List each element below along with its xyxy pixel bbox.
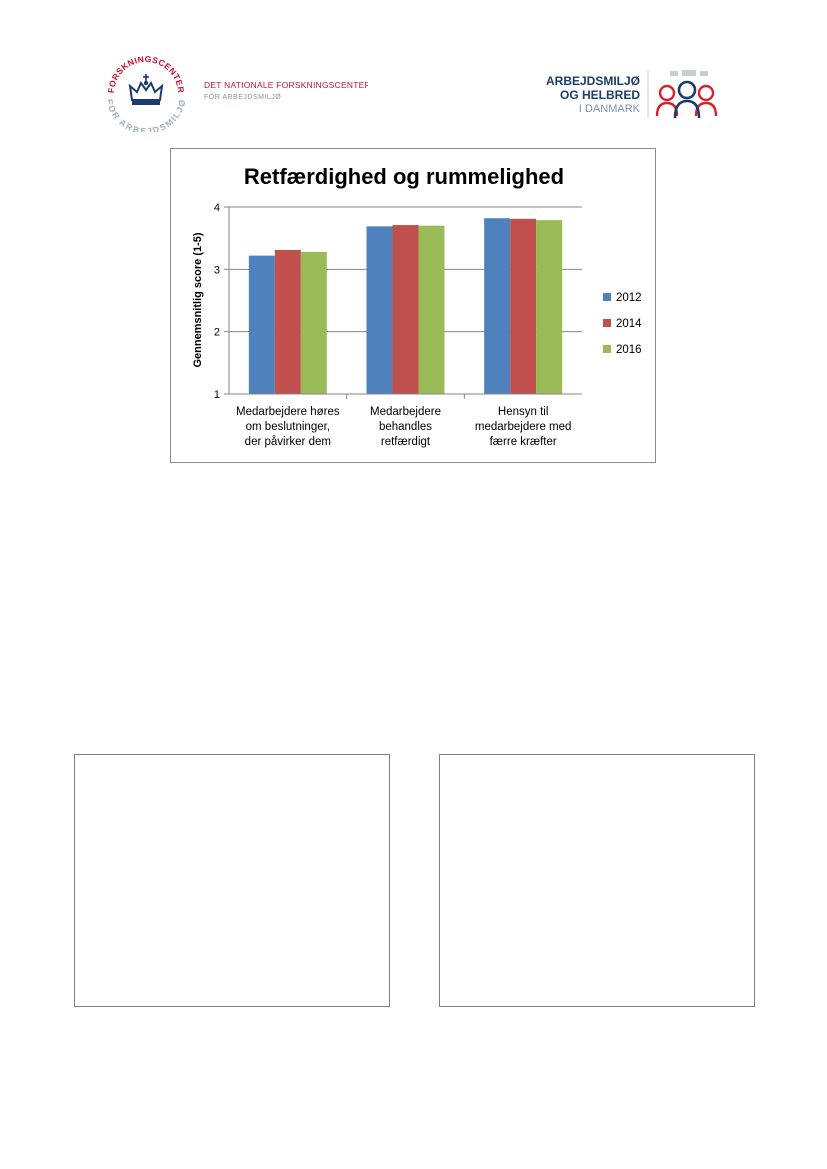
people-icon — [657, 70, 716, 118]
bar-2012-cat3 — [484, 218, 510, 394]
bar-2014-cat2 — [393, 225, 419, 394]
bar-2016-cat1 — [301, 252, 327, 394]
bar-2016-cat3 — [536, 220, 562, 394]
bar-2012-cat2 — [367, 226, 393, 394]
x-tick-label-cat2: Medarbejdere behandles retfærdigt — [370, 406, 441, 448]
y-tick-label-4: 4 — [213, 202, 220, 214]
y-tick-label-2: 2 — [213, 326, 220, 339]
legend-label-2014: 2014 — [616, 318, 642, 330]
ring-text-top: RSKNINGSCENTER — [109, 56, 187, 94]
bar-chart — [171, 149, 657, 464]
empty-text-box-left — [74, 754, 390, 1007]
chart-frame — [170, 148, 656, 463]
bar-2012-cat1 — [249, 256, 275, 394]
logo-right-line2: OG HELBRED — [559, 88, 640, 102]
ring-text-bottom: R ARBEJDSMILJØ — [109, 98, 189, 132]
legend-swatch-2014 — [603, 319, 611, 327]
y-axis-label: Gennemsnitlig score (1-5) — [192, 232, 204, 368]
legend-swatch-2012 — [603, 293, 611, 301]
legend-label-2012: 2012 — [616, 292, 642, 304]
empty-text-box-right — [439, 754, 755, 1007]
x-tick-label-cat3: Hensyn til medarbejdere med færre kræfter — [474, 406, 572, 448]
x-tick-label-cat1: Medarbejdere høres om beslutninger, der påvirker dem — [236, 406, 340, 448]
logo-right-line3: I DANMARK — [578, 103, 640, 115]
bar-2016-cat2 — [419, 226, 445, 394]
nfa-logo — [108, 56, 368, 132]
legend-label-2016: 2016 — [616, 344, 642, 356]
aih-logo — [540, 68, 725, 122]
crown-icon — [130, 74, 162, 105]
bar-2014-cat1 — [275, 250, 301, 394]
logo-right-line1: ARBEJDSMILJØ — [545, 74, 640, 88]
chart-title: Retfærdighed og rummelighed — [243, 164, 565, 189]
logo-left-line1: DET NATIONALE FORSKNINGSCENTER — [204, 80, 368, 90]
y-tick-label-3: 3 — [213, 264, 220, 277]
logo-left-line2: FOR ARBEJDSMILJØ — [204, 94, 282, 101]
bar-2014-cat3 — [510, 219, 536, 394]
y-tick-label-1: 1 — [213, 389, 220, 401]
legend-swatch-2016 — [603, 345, 611, 353]
